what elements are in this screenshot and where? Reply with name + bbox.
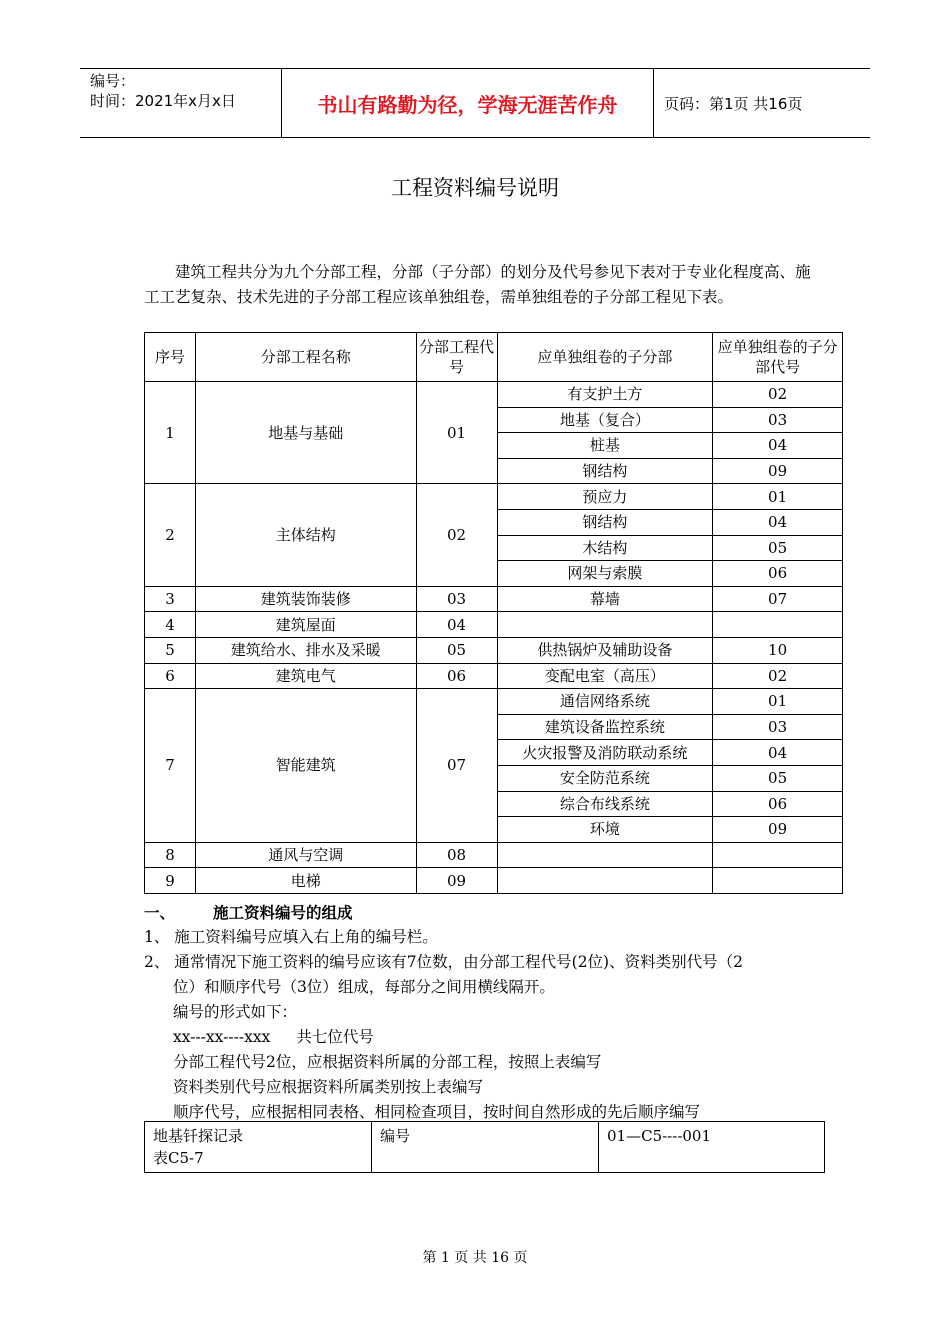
form-label: 编号的形式如下： [173,1003,298,1021]
subdivision-name-cell: 木结构 [497,535,713,561]
header-cell-code: 分部工程代号 [416,333,497,382]
table-row [145,689,843,715]
division-name-cell: 建筑屋面 [195,612,416,638]
subdivision-name-cell: 钢结构 [497,509,713,535]
subdivision-name-cell [497,868,713,894]
division-code-cell: 04 [416,612,497,638]
form-example [173,1025,374,1051]
division-table [144,332,843,894]
row-number-cell: 2 [145,484,196,586]
subdivision-code-cell: 02 [713,663,843,689]
subdivision-code-cell: 04 [713,740,843,766]
table-row [145,612,843,638]
page-footer: 第 1 页 共 16 页 [422,1250,528,1266]
subdivision-code-cell: 04 [713,509,843,535]
subdivision-code-cell: 01 [713,689,843,715]
subdivision-code-cell: 07 [713,586,843,612]
division-code-cell: 02 [416,484,497,586]
subdivision-code-cell: 02 [713,382,843,408]
subdivision-name-cell: 变配电室（高压） [497,663,713,689]
subdivision-name-cell: 地基（复合） [497,407,713,433]
subdivision-code-cell: 03 [713,407,843,433]
row-number-cell: 7 [145,689,196,843]
subdivision-code-cell [713,842,843,868]
subdivision-name-cell: 建筑设备监控系统 [497,714,713,740]
table-header-row [145,333,843,382]
subdivision-code-cell: 06 [713,791,843,817]
document-title: 工程资料编号说明 [391,176,559,200]
subdivision-name-cell [497,842,713,868]
subdivision-name-cell: 桩基 [497,433,713,459]
subdivision-name-cell: 供热锅炉及辅助设备 [497,637,713,663]
division-code-cell: 06 [416,663,497,689]
header-cell-no: 序号 [145,333,196,382]
division-code-cell: 03 [416,586,497,612]
header-cell-subcode: 应单独组卷的子分部代号 [713,333,843,382]
section-heading [144,900,353,927]
header-motto: 书山有路勤为径，学海无涯苦作舟 [282,69,654,137]
sample-row [145,1122,825,1173]
row-number-cell: 5 [145,637,196,663]
subdivision-name-cell: 环境 [497,817,713,843]
form-code: xx---xx----xxx [173,1028,271,1046]
table-row [145,637,843,663]
sample-name-line2: 表C5-7 [153,1149,204,1167]
sample-name-cell [145,1122,372,1173]
division-code-cell: 05 [416,637,497,663]
subdivision-name-cell: 通信网络系统 [497,689,713,715]
division-code-cell: 07 [416,689,497,843]
subdivision-code-cell: 09 [713,458,843,484]
sample-name-line1: 地基钎探记录 [153,1127,244,1145]
item-2-line-1: 2、 通常情况下施工资料的编号应该有7位数，由分部工程代号(2位)、资料类别代号（2 [144,953,743,971]
division-name-cell: 建筑电气 [195,663,416,689]
subdivision-name-cell: 火灾报警及消防联动系统 [497,740,713,766]
table-row [145,868,843,894]
sample-table [144,1121,825,1173]
section-title: 施工资料编号的组成 [213,903,353,922]
division-code-cell: 09 [416,868,497,894]
subdivision-name-cell [497,612,713,638]
item-2-line-2: 位）和顺序代号（3位）组成，每部分之间用横线隔开。 [173,978,555,996]
subdivision-code-cell [713,868,843,894]
subdivision-code-cell [713,612,843,638]
row-number-cell: 1 [145,382,196,484]
subdivision-name-cell: 网架与索膜 [497,561,713,587]
number-label: 编号： [90,72,136,90]
table-row [145,586,843,612]
sample-value-cell: 01—C5----001 [599,1122,825,1173]
table-row [145,663,843,689]
line-division-code: 分部工程代号2位，应根据资料所属的分部工程，按照上表编写 [173,1053,602,1071]
intro-text: 建筑工程共分为九个分部工程，分部（子分部）的划分及代号参见下表对于专业化程度高、施工工艺复杂、技术先进的子分部工程应该单独组卷，需单独组卷的子分部工程见下表。 [144,263,811,306]
subdivision-name-cell: 钢结构 [497,458,713,484]
section-number: 一、 [144,903,176,922]
table-row [145,382,843,408]
page-header [80,68,870,138]
subdivision-code-cell: 04 [713,433,843,459]
header-cell-sub: 应单独组卷的子分部 [497,333,713,382]
row-number-cell: 9 [145,868,196,894]
division-name-cell: 电梯 [195,868,416,894]
row-number-cell: 4 [145,612,196,638]
sample-label-cell: 编号 [372,1122,599,1173]
subdivision-name-cell: 有支护土方 [497,382,713,408]
item-1: 1、 施工资料编号应填入右上角的编号栏。 [144,928,438,946]
row-number-cell: 8 [145,842,196,868]
subdivision-code-cell: 06 [713,561,843,587]
subdivision-name-cell: 综合布线系统 [497,791,713,817]
header-meta [80,69,282,137]
intro-paragraph [144,260,824,310]
line-sequence-code: 顺序代号，应根据相同表格、相同检查项目，按时间自然形成的先后顺序编写 [173,1103,701,1121]
subdivision-code-cell: 01 [713,484,843,510]
line-category-code: 资料类别代号应根据资料所属类别按上表编写 [173,1078,484,1096]
row-number-cell: 6 [145,663,196,689]
header-page-info: 页码：第1页 共16页 [664,94,803,113]
division-code-cell: 01 [416,382,497,484]
table-row [145,842,843,868]
division-name-cell: 地基与基础 [195,382,416,484]
division-name-cell: 建筑给水、排水及采暖 [195,637,416,663]
form-note: 共七位代号 [296,1028,374,1046]
subdivision-name-cell: 幕墙 [497,586,713,612]
subdivision-code-cell: 10 [713,637,843,663]
subdivision-name-cell: 预应力 [497,484,713,510]
division-name-cell: 智能建筑 [195,689,416,843]
subdivision-code-cell: 05 [713,535,843,561]
header-cell-name: 分部工程名称 [195,333,416,382]
subdivision-code-cell: 03 [713,714,843,740]
division-name-cell: 主体结构 [195,484,416,586]
division-code-cell: 08 [416,842,497,868]
division-name-cell: 建筑装饰装修 [195,586,416,612]
time-label: 时间：2021年x月x日 [90,92,236,110]
table-row [145,484,843,510]
subdivision-name-cell: 安全防范系统 [497,765,713,791]
subdivision-code-cell: 09 [713,817,843,843]
division-name-cell: 通风与空调 [195,842,416,868]
division-table-body [145,333,843,894]
subdivision-code-cell: 05 [713,765,843,791]
row-number-cell: 3 [145,586,196,612]
